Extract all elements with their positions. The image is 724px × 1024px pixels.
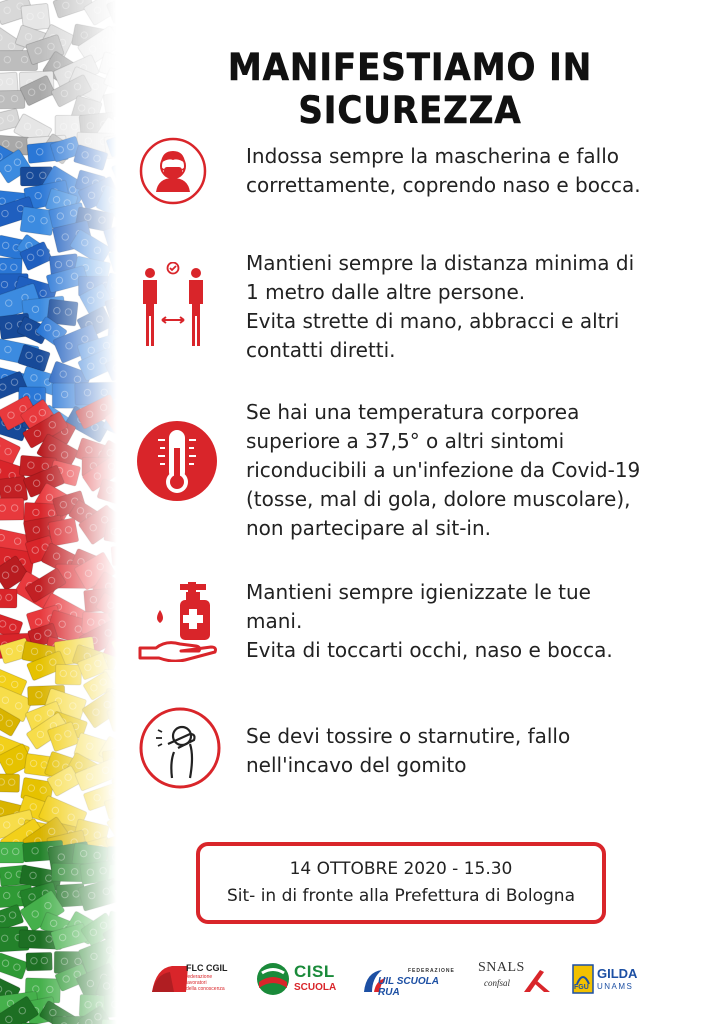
rule-distance-line-3: Evita strette di mano, abbracci e altri — [246, 309, 620, 333]
lego-brick — [0, 90, 25, 108]
gilda-name: GILDA — [597, 966, 638, 981]
snals-mark-icon — [522, 964, 552, 994]
logo-snals — [478, 960, 554, 998]
hand-sanitizer-icon — [136, 578, 220, 662]
lego-brick — [0, 774, 20, 793]
lego-fade — [40, 0, 120, 1024]
cisl-emblem-icon — [256, 962, 290, 996]
logo-flc-cgil — [150, 962, 230, 996]
rule-sanitizer-line-2: mani. — [246, 609, 303, 633]
event-place: Sit- in di fronte alla Prefettura di Bologna — [226, 886, 575, 906]
masked-face-icon — [138, 136, 208, 206]
rule-distance-line-1: Mantieni sempre la distanza minima di — [246, 251, 635, 275]
gilda-sub: UNAMS — [597, 982, 634, 991]
social-distance-icon — [138, 262, 208, 350]
flc-sub-1: federazione — [186, 974, 213, 980]
thermometer-icon — [136, 420, 218, 502]
lego-brick — [0, 842, 24, 863]
snals-name: SNALS — [478, 960, 525, 975]
event-date: 14 OTTOBRE 2020 - 15.30 — [289, 859, 513, 879]
rule-distance-line-4: contatti diretti. — [246, 338, 396, 362]
page-title: MANIFESTIAMO IN SICUREZZA — [227, 46, 593, 132]
rule-sanitizer-line-3: Evita di toccarti occhi, naso e bocca. — [246, 638, 613, 662]
rule-temperature-line-4: (tosse, mal di gola, dolore muscolare), — [246, 487, 631, 511]
lego-brick — [0, 589, 17, 608]
flc-name: FLC CGIL — [186, 963, 228, 973]
snals-sub: confsal — [484, 978, 510, 988]
cisl-name: CISL — [294, 962, 335, 981]
logo-cisl-scuola — [256, 962, 346, 996]
rule-distance-line-2: 1 metro dalle altre persone. — [246, 280, 526, 304]
logo-uil-scuola — [362, 962, 462, 996]
cough-elbow-icon — [138, 706, 222, 790]
lego-brick — [0, 498, 24, 520]
uil-top: FEDERAZIONE — [408, 968, 455, 974]
lego-brick — [0, 953, 28, 980]
cisl-sub: SCUOLA — [294, 982, 337, 993]
flc-flag-icon — [150, 962, 190, 996]
rule-cough-line-2: nell'incavo del gomito — [246, 753, 467, 777]
rule-mask-line-2: correttamente, coprendo naso e bocca. — [246, 173, 641, 197]
gilda-left: FGU — [574, 984, 589, 991]
rule-mask-line-1: Indossa sempre la mascherina e fallo — [246, 144, 619, 168]
flc-sub-2: lavoratori — [186, 980, 207, 986]
rule-temperature-line-3: riconducibili a un'infezione da Covid-19 — [246, 458, 641, 482]
rule-sanitizer-line-1: Mantieni sempre igienizzate le tue — [246, 580, 591, 604]
rule-cough-line-1: Se devi tossire o starnutire, fallo — [246, 724, 571, 748]
rule-temperature-line-2: superiore a 37,5° o altri sintomi — [246, 429, 565, 453]
rule-temperature-line-1: Se hai una temperatura corporea — [246, 400, 580, 424]
uil-name: UIL SCUOLA RUA — [378, 976, 439, 998]
logo-gilda — [572, 962, 652, 996]
lego-bricks-background — [0, 0, 120, 1024]
rule-temperature-line-5: non partecipare al sit-in. — [246, 516, 492, 540]
flc-sub-3: della conoscenza — [186, 986, 225, 992]
event-box — [196, 842, 606, 924]
